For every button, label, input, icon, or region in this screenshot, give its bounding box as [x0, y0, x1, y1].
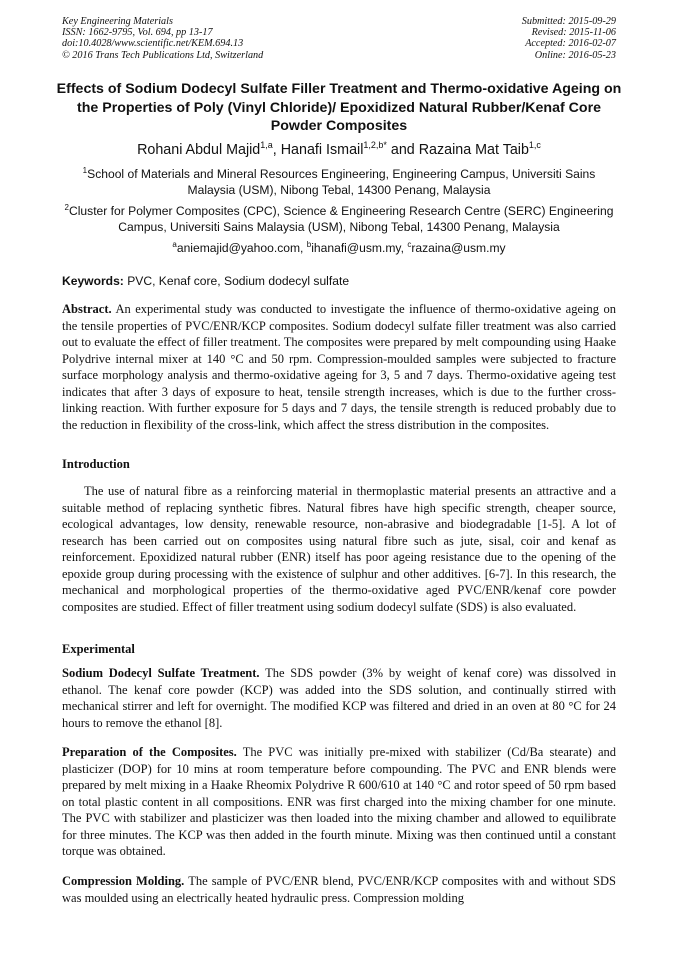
journal-info: [62, 16, 263, 61]
author-list: Rohani Abdul Majid$^{1,a}$, Hanafi Ismail$^{1,2,b*}$ and Razaina Mat Taib$^{1,c}$: [137, 140, 541, 158]
compression-molding-paragraph: Compression Molding. The sample of PVC/ENR blend, PVC/ENR/KCP composites with and without SDS was moulded using an electrically heated hydraulic press. Compression molding: [62, 874, 616, 905]
online-date: Online: 2016-05-23: [534, 49, 616, 61]
affiliation-2: $^2$Cluster for Polymer Composites (CPC), Science & Engineering Research Centre (SERC) Engineering Campus, Universiti Sains Malaysia (USM), Nibong Tebal, 14300 Penang, Malaysia: [64, 203, 614, 234]
journal-header: [62, 16, 616, 64]
paper-title: Effects of Sodium Dodecyl Sulfate Filler Treatment and Thermo-oxidative Ageing on the Properties of Poly (Vinyl Chloride)/ Epoxidized Natural Rubber/Kenaf Core Powder Composites: [56, 81, 622, 134]
email[interactable]: $^a$aniemajid@yahoo.com: [172, 240, 301, 255]
abstract: [62, 301, 616, 433]
composite-preparation-paragraph: Preparation of the Composites. The PVC was initially pre-mixed with stabilizer (Cd/Ba stearate) and plasticizer (DOP) for 10 mins at room temperature before compounding. The PVC and ENR blends were prepared by melt mixing in a Haake Rheomix Polydrive R 600/610 at 140 °C and rotor speed of 50 rpm based on total plastic content in all compositions. ENR was first charged into the mixing chamber for one minute. The PVC with stabilizer and plasticizer was then loaded into the mixing chamber and allowed to equilibrate for three minutes. The KCP was then added in the fourth minute. Mixing was then continued until a constant torque was obtained.: [62, 745, 616, 858]
paragraph-label: Preparation of the Composites.: [62, 745, 237, 759]
keywords-text: PVC, Kenaf core, Sodium dodecyl sulfate: [127, 274, 350, 288]
paragraph-label: Sodium Dodecyl Sulfate Treatment.: [62, 666, 260, 680]
author: Rohani Abdul Majid$^{1,a}$: [137, 140, 273, 158]
accepted-date: Accepted: 2016-02-07: [525, 38, 616, 50]
keywords-label: Keywords:: [62, 274, 124, 288]
introduction-text: The use of natural fibre as a reinforcing material in thermoplastic material presents an attractive and a suitable method of replacing synthetic fibres. Natural fibres have high specific strength, cheaper source, ecological advantages, low density, renewable resource, non-abrasive and biodegradable [1-5]. A lot of research has been carried out on composites using natural fibre such as jute, sisal, coir and kenaf as reinforcement. Epoxidized natural rubber (ENR) itself has poor ageing resistance due to the opening of the epoxide group during processing with the existence of sulphur and other additives. [6-7]. In this research, the mechanical and morphological properties of the thermo-oxidative aged PVC/ENR/kenaf core powder composites are studied. Effect of filler treatment using sodium dodecyl sulfate (SDS) is also evaluated.: [62, 484, 616, 614]
sds-treatment-paragraph: Sodium Dodecyl Sulfate Treatment. The SDS powder (3% by weight of kenaf core) was dissolved in ethanol. The kenaf core powder (KCP) was added into the SDS solution, and continually stirred with mechanical stirrer and left for overnight. The modified KCP was filtered and dried in an oven at 80 °C for 24 hours to remove the ethanol [8].: [62, 666, 616, 730]
submitted-date: Submitted: 2015-09-29: [521, 16, 616, 27]
paragraph-label: Compression Molding.: [62, 874, 185, 888]
doi[interactable]: doi:10.4028/www.scientific.net/KEM.694.13: [62, 38, 244, 50]
abstract-text: An experimental study was conducted to investigate the influence of thermo-oxidative ageing on the tensile properties of PVC/ENR/KCP composites. Sodium dodecyl sulfate filler treatment was also carried out to evaluate the effect of filler treatment. The composites were prepared by melt compounding using Haake Polydrive internal mixer at 140 °C and 50 rpm. Compression-moulded samples were subjected to fracture surface morphology analysis and thermo-oxidative ageing for 3, 5 and 7 days. Thermo-oxidative ageing test indicates that after 3 days of exposure to heat, tensile strength increases, which is due to the further cross-linking reaction. With further exposure for 5 days and 7 days, the tensile strength is reduced probably due to the reduction in flexibility of the cross-link, which affect the stress distribution in the composites.: [62, 302, 616, 432]
author-emails: $^a$aniemajid@yahoo.com, $^b$ihanafi@usm.my, $^c$razaina@usm.my: [172, 240, 506, 255]
email[interactable]: $^b$ihanafi@usm.my: [306, 240, 401, 255]
revised-date: Revised: 2015-11-06: [531, 27, 616, 39]
introduction-heading: Introduction: [62, 457, 130, 471]
publication-dates: [522, 16, 616, 61]
experimental-heading: Experimental: [62, 642, 135, 656]
keywords: [62, 273, 616, 289]
author: Razaina Mat Taib$^{1,c}$: [418, 140, 541, 158]
affiliation-1: $^1$School of Materials and Mineral Resources Engineering, Engineering Campus, Universiti Sains Malaysia (USM), Nibong Tebal, 14300 Penang, Malaysia: [82, 166, 596, 197]
email[interactable]: $^c$razaina@usm.my: [407, 240, 506, 255]
author: Hanafi Ismail$^{1,2,b*}$: [280, 140, 387, 158]
journal-name: Key Engineering Materials: [62, 16, 173, 27]
copyright: © 2016 Trans Tech Publications Ltd, Switzerland: [62, 49, 264, 61]
abstract-label: Abstract.: [62, 302, 112, 316]
issn: ISSN: 1662-9795, Vol. 694, pp 13-17: [62, 27, 213, 39]
